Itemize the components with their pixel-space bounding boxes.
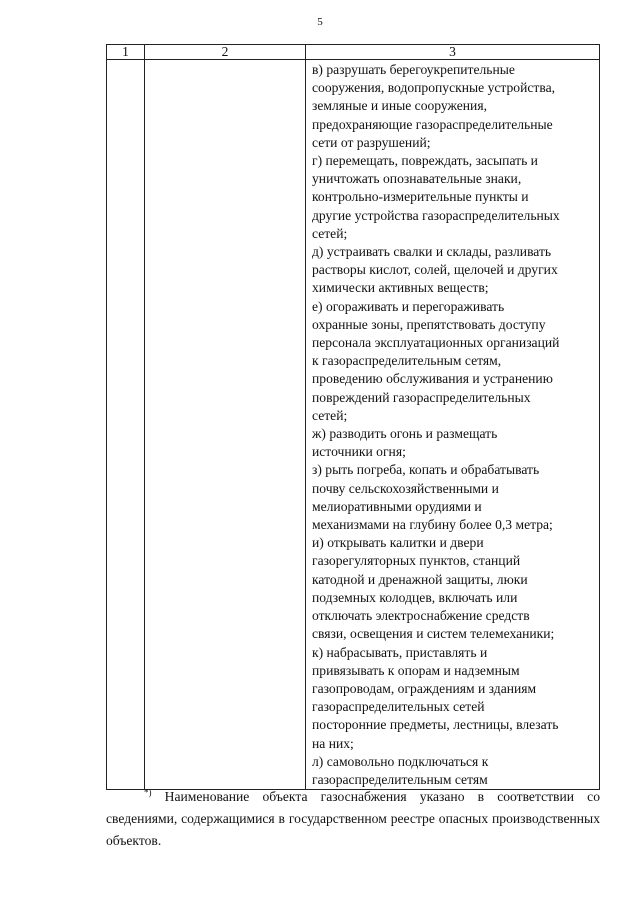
prohibition-line: механизмами на глубину более 0,3 метра; [312,517,553,533]
prohibition-line: другие устройства газораспределительных [312,207,560,223]
prohibition-line: сетей; [312,225,348,241]
prohibition-line: катодной и дренажной защиты, люки [312,571,528,587]
prohibition-line: к) набрасывать, приставлять и [312,644,488,660]
prohibition-line: газопроводам, ограждениям и зданиям [312,680,537,696]
prohibition-line: земляные и иные сооружения, [312,98,487,114]
table-header-row [107,45,600,60]
column-header-2: 2 [145,45,306,60]
table-row [107,60,600,790]
requirements-table [106,44,600,790]
prohibition-line: химически активных веществ; [312,280,489,296]
prohibition-line: подземных колодцев, включать или [312,589,518,605]
prohibition-line: отключать электроснабжение средств [312,608,530,624]
prohibition-line: к газораспределительным сетям, [312,353,502,369]
prohibition-line: проведению обслуживания и устранению [312,371,553,387]
prohibition-line: газораспределительных сетей [312,699,485,715]
prohibition-line: газорегуляторных пунктов, станций [312,553,521,569]
prohibition-line: почву сельскохозяйственными и [312,480,499,496]
prohibition-line: в) разрушать берегоукрепительные [312,62,515,77]
column-header-1: 1 [107,45,145,60]
column-header-3: 3 [306,45,600,60]
prohibition-line: растворы кислот, солей, щелочей и других [312,262,558,278]
prohibition-line: повреждений газораспределительных [312,389,531,405]
prohibition-line: связи, освещения и систем телемеханики; [312,626,555,642]
prohibition-line: сетей; [312,407,348,423]
cell-column-3-prohibitions [306,60,600,790]
cell-column-1 [107,60,145,790]
prohibition-line: з) рыть погреба, копать и обрабатывать [312,462,540,478]
prohibition-line: персонала эксплуатационных организаций [312,335,560,351]
prohibition-line: контрольно-измерительные пункты и [312,189,529,205]
prohibition-line: источники огня; [312,444,406,460]
footnote [106,786,600,852]
page-number: 5 [317,16,323,28]
prohibition-line: газораспределительным сетям [312,771,488,787]
prohibition-line: е) огораживать и перегораживать [312,298,505,314]
prohibition-line: охранные зоны, препятствовать доступу [312,316,546,332]
footnote-marker: *) [144,787,152,798]
prohibition-line: на них; [312,735,354,751]
prohibition-line: мелиоративными орудиями и [312,498,482,514]
prohibition-line: сооружения, водопропускные устройства, [312,80,556,96]
prohibition-line: л) самовольно подключаться к [312,753,489,769]
prohibition-line: г) перемещать, повреждать, засыпать и [312,153,538,169]
footnote-text: Наименование объекта газоснабжения указано в соответствии со сведениями, содержащимися в государственном реестре опасных производственных объектов. [106,789,600,848]
prohibition-line: д) устраивать свалки и склады, разливать [312,244,552,260]
prohibition-line: предохраняющие газораспределительные [312,116,553,132]
prohibition-line: уничтожать опознавательные знаки, [312,171,522,187]
prohibition-line: привязывать к опорам и надземным [312,662,520,678]
prohibition-line: ж) разводить огонь и размещать [312,426,498,442]
prohibition-line: сети от разрушений; [312,134,431,150]
prohibition-line: посторонние предметы, лестницы, влезать [312,717,559,733]
prohibition-line: и) открывать калитки и двери [312,535,484,551]
cell-column-2 [145,60,306,790]
